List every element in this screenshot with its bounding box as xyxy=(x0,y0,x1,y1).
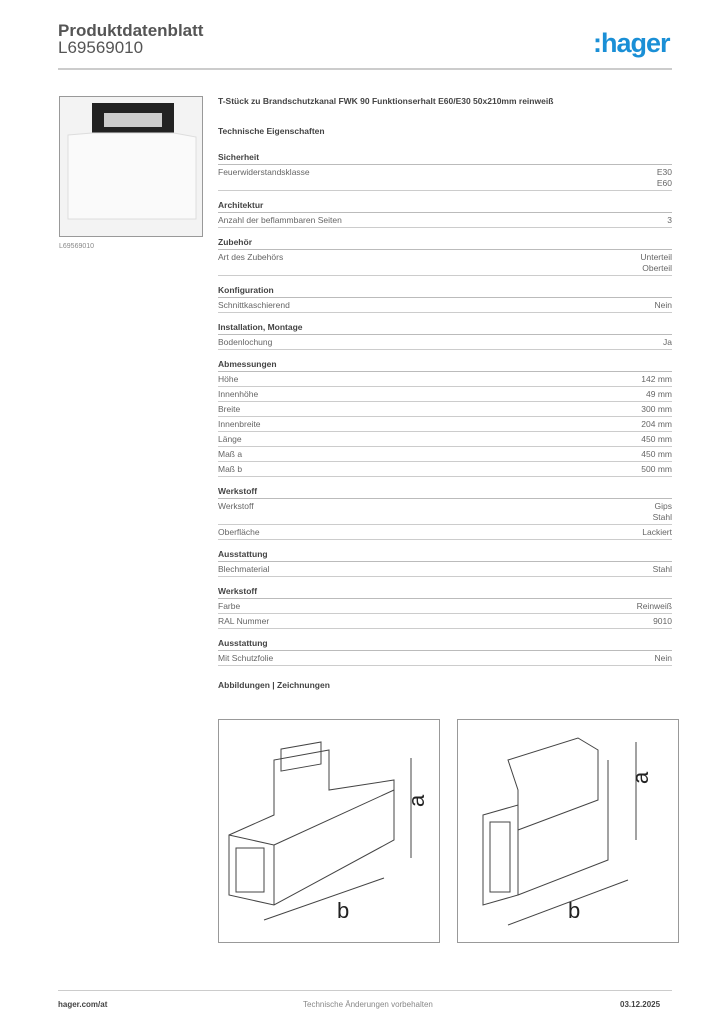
property-value: Stahl xyxy=(652,512,672,522)
property-label: RAL Nummer xyxy=(218,616,270,626)
section xyxy=(218,322,672,350)
property-values xyxy=(641,404,672,415)
property-values xyxy=(653,501,672,523)
property-value: Nein xyxy=(654,300,672,310)
drawings-heading: Abbildungen | Zeichnungen xyxy=(218,680,330,690)
property-row xyxy=(218,599,672,614)
property-row xyxy=(218,462,672,477)
section-title: Sicherheit xyxy=(218,152,672,165)
property-values xyxy=(641,374,672,385)
property-label: Farbe xyxy=(218,601,241,611)
property-label: Mit Schutzfolie xyxy=(218,653,274,663)
hager-logo: :hager xyxy=(593,28,670,58)
property-row xyxy=(218,447,672,462)
property-values xyxy=(663,337,672,348)
section-title: Werkstoff xyxy=(218,586,672,599)
section-title: Zubehör xyxy=(218,237,672,250)
property-value: 300 mm xyxy=(641,404,672,414)
drawing-t-piece-side xyxy=(218,719,440,943)
property-values xyxy=(667,215,672,226)
section xyxy=(218,359,672,477)
property-label: Schnittkaschierend xyxy=(218,300,290,310)
property-values xyxy=(646,389,672,400)
property-row xyxy=(218,387,672,402)
property-row xyxy=(218,614,672,629)
property-value: Reinweiß xyxy=(636,601,672,611)
product-description: T-Stück zu Brandschutzkanal FWK 90 Funktionserhalt E60/E30 50x210mm reinweiß xyxy=(218,96,554,106)
section-title: Ausstattung xyxy=(218,638,672,651)
property-row xyxy=(218,335,672,350)
property-label: Höhe xyxy=(218,374,239,384)
dimension-b-label: b xyxy=(568,898,581,923)
property-values xyxy=(641,419,672,430)
property-row xyxy=(218,499,672,525)
section xyxy=(218,486,672,540)
property-values xyxy=(641,434,672,445)
section xyxy=(218,200,672,228)
section xyxy=(218,237,672,276)
product-code: L69569010 xyxy=(58,38,144,57)
property-label: Innenbreite xyxy=(218,419,261,429)
property-value: 450 mm xyxy=(641,434,672,444)
property-values xyxy=(641,449,672,460)
property-label: Breite xyxy=(218,404,241,414)
property-value: 500 mm xyxy=(641,464,672,474)
property-value: E30 xyxy=(656,167,672,177)
property-label: Innenhöhe xyxy=(218,389,259,399)
property-values xyxy=(641,464,672,475)
property-values xyxy=(657,167,672,189)
footer-disclaimer: Technische Änderungen vorbehalten xyxy=(303,1000,433,1009)
section-title: Architektur xyxy=(218,200,672,213)
property-values xyxy=(655,300,672,311)
property-value: E60 xyxy=(656,178,672,188)
section xyxy=(218,285,672,313)
product-image xyxy=(59,96,203,237)
property-value: 9010 xyxy=(653,616,672,626)
property-label: Maß a xyxy=(218,449,243,459)
footer-date: 03.12.2025 xyxy=(620,1000,661,1009)
section xyxy=(218,586,672,629)
dimension-b-label: b xyxy=(337,898,350,923)
section xyxy=(218,549,672,577)
section-title: Werkstoff xyxy=(218,486,672,499)
property-values xyxy=(642,527,672,538)
property-row xyxy=(218,432,672,447)
header-divider xyxy=(58,68,672,70)
footer-divider xyxy=(58,990,672,991)
section xyxy=(218,638,672,666)
section-title: Ausstattung xyxy=(218,549,672,562)
property-label: Bodenlochung xyxy=(218,337,273,347)
property-values xyxy=(653,616,672,627)
property-label: Werkstoff xyxy=(218,501,254,511)
property-value: 450 mm xyxy=(641,449,672,459)
property-row xyxy=(218,372,672,387)
property-label: Länge xyxy=(218,434,242,444)
section-title: Installation, Montage xyxy=(218,322,672,335)
property-label: Anzahl der beflammbaren Seiten xyxy=(218,215,342,225)
property-value: Gips xyxy=(654,501,672,511)
property-row xyxy=(218,298,672,313)
property-row xyxy=(218,213,672,228)
drawing-t-piece-front xyxy=(457,719,679,943)
property-value: 142 mm xyxy=(641,374,672,384)
property-label: Maß b xyxy=(218,464,243,474)
property-value: 3 xyxy=(667,215,672,225)
page-title: Produktdatenblatt xyxy=(58,21,204,40)
property-values xyxy=(653,564,672,575)
property-row xyxy=(218,165,672,191)
dimension-a-label: a xyxy=(404,794,429,807)
section-title: Konfiguration xyxy=(218,285,672,298)
property-value: Ja xyxy=(663,337,672,347)
property-value: 49 mm xyxy=(646,389,672,399)
property-row xyxy=(218,417,672,432)
property-value: 204 mm xyxy=(641,419,672,429)
image-caption: L69569010 xyxy=(59,243,95,250)
product-details xyxy=(218,96,672,690)
property-row xyxy=(218,250,672,276)
property-value: Stahl xyxy=(652,564,672,574)
section-title: Abmessungen xyxy=(218,359,672,372)
property-values xyxy=(655,653,672,664)
property-label: Feuerwiderstandsklasse xyxy=(218,167,310,177)
property-row xyxy=(218,651,672,666)
property-values xyxy=(640,252,672,274)
property-value: Oberteil xyxy=(642,263,672,273)
footer-website[interactable]: hager.com/at xyxy=(58,1000,108,1009)
property-label: Blechmaterial xyxy=(218,564,270,574)
tech-heading: Technische Eigenschaften xyxy=(218,126,325,136)
property-value: Lackiert xyxy=(642,527,672,537)
property-value: Nein xyxy=(654,653,672,663)
dimension-a-label: a xyxy=(628,771,653,784)
property-row xyxy=(218,525,672,540)
property-values xyxy=(637,601,672,612)
property-row xyxy=(218,402,672,417)
property-label: Oberfläche xyxy=(218,527,260,537)
property-sections xyxy=(218,152,672,666)
section xyxy=(218,152,672,191)
property-label: Art des Zubehörs xyxy=(218,252,284,262)
property-value: Unterteil xyxy=(640,252,672,262)
property-row xyxy=(218,562,672,577)
